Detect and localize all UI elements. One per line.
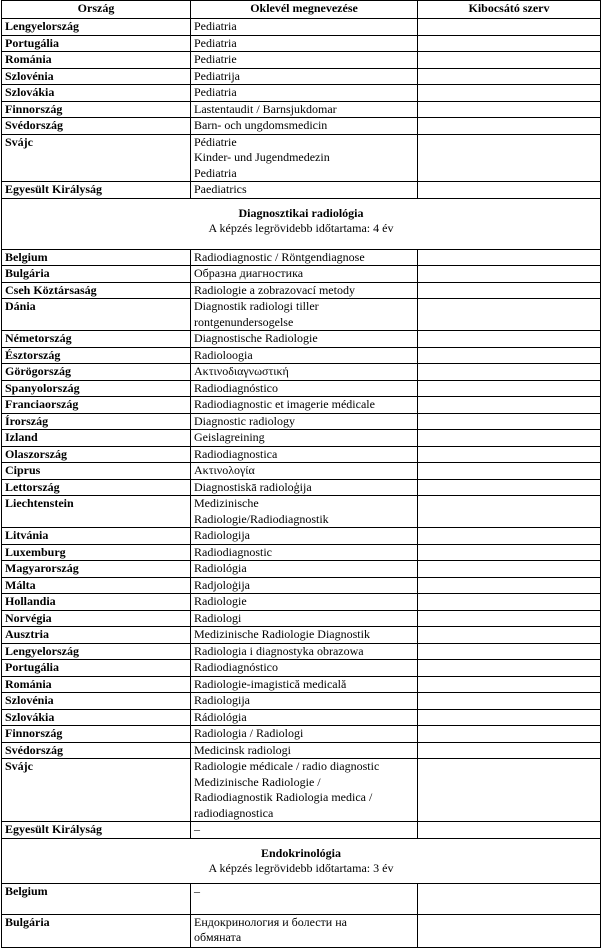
diploma-line: Pédiatrie — [194, 134, 237, 149]
diploma-column-header: Oklevél megnevezése — [191, 1, 418, 19]
diploma-line: Radiodiagnostic / Röntgendiagnose — [194, 249, 365, 264]
country-cell: Dánia — [2, 299, 191, 331]
diploma-cell — [191, 594, 418, 611]
issuer-cell — [418, 528, 601, 545]
diploma-line: Paediatrics — [194, 182, 247, 196]
issuer-cell — [418, 610, 601, 627]
diploma-cell — [191, 68, 418, 85]
table-row — [2, 118, 601, 135]
diploma-line: Pediatrie — [194, 52, 237, 66]
diploma-cell — [191, 660, 418, 677]
table-row — [2, 883, 601, 914]
table-row — [2, 101, 601, 118]
diploma-line: – — [194, 883, 200, 898]
issuer-cell — [418, 266, 601, 283]
diploma-line: Образна диагностика — [194, 266, 304, 280]
country-cell: Szlovénia — [2, 68, 191, 85]
diploma-line: Pediatria — [194, 165, 237, 180]
issuer-cell — [418, 561, 601, 578]
diploma-line: Pediatria — [194, 85, 237, 99]
diploma-cell — [191, 299, 418, 331]
country-cell: Szlovákia — [2, 85, 191, 102]
diploma-line: Radiodiagnóstico — [194, 660, 278, 674]
radiology-rows — [2, 249, 601, 838]
issuer-cell — [418, 397, 601, 414]
country-cell: Románia — [2, 676, 191, 693]
section-duration: A képzés legrövidebb időtartama: 3 év — [208, 861, 394, 875]
diploma-line: Kinder- und Jugendmedezin — [194, 150, 330, 164]
diploma-cell — [191, 134, 418, 182]
table-row — [2, 347, 601, 364]
diploma-cell — [191, 101, 418, 118]
diploma-cell — [191, 709, 418, 726]
diploma-cell — [191, 19, 418, 36]
table-row — [2, 266, 601, 283]
issuer-cell — [418, 68, 601, 85]
table-row — [2, 364, 601, 381]
table-row — [2, 446, 601, 463]
table-row — [2, 726, 601, 743]
diploma-cell — [191, 347, 418, 364]
diploma-cell — [191, 118, 418, 135]
issuer-cell — [418, 479, 601, 496]
diploma-line: Radiologie a zobrazovací metody — [194, 282, 355, 297]
table-row — [2, 660, 601, 677]
issuer-cell — [418, 380, 601, 397]
country-cell: Szlovákia — [2, 709, 191, 726]
country-cell: Luxemburg — [2, 544, 191, 561]
diploma-line: Radiodiagnostic — [194, 544, 272, 559]
issuer-cell — [418, 134, 601, 182]
table-row — [2, 85, 601, 102]
diploma-cell — [191, 693, 418, 710]
section-duration: A képzés legrövidebb időtartama: 4 év — [208, 221, 394, 235]
country-cell: Észtország — [2, 347, 191, 364]
diploma-line: Radiologie — [194, 594, 247, 608]
issuer-cell — [418, 709, 601, 726]
table-row — [2, 479, 601, 496]
issuer-cell — [418, 676, 601, 693]
country-cell: Egyesült Királyság — [2, 822, 191, 839]
table-row — [2, 693, 601, 710]
table-row — [2, 182, 601, 199]
country-column-header: Ország — [2, 1, 191, 19]
diploma-line: Radioloogia — [194, 347, 253, 362]
diploma-line: Ендокринология и болести на — [194, 914, 347, 929]
issuer-cell — [418, 726, 601, 743]
section-title: Endokrinológia — [260, 845, 342, 860]
country-cell: Lettország — [2, 479, 191, 496]
table-row — [2, 463, 601, 480]
table-row — [2, 299, 601, 331]
diploma-line: Radiologija — [194, 528, 250, 542]
diploma-cell — [191, 397, 418, 414]
diploma-cell — [191, 883, 418, 914]
diploma-cell — [191, 822, 418, 839]
issuer-column-header: Kibocsátó szerv — [418, 1, 601, 19]
table-row — [2, 397, 601, 414]
issuer-cell — [418, 118, 601, 135]
country-cell: Németország — [2, 331, 191, 348]
country-cell: Portugália — [2, 660, 191, 677]
diploma-cell — [191, 914, 418, 947]
diploma-line: Geislagreining — [194, 430, 265, 444]
country-cell: Málta — [2, 577, 191, 594]
issuer-cell — [418, 364, 601, 381]
diploma-line: Radiologie médicale / radio diagnostic — [194, 759, 380, 773]
issuer-cell — [418, 544, 601, 561]
country-cell: Belgium — [2, 249, 191, 266]
diploma-cell — [191, 266, 418, 283]
country-cell: Franciaország — [2, 397, 191, 414]
diploma-line: Pediatria — [194, 19, 237, 33]
country-cell: Lengyelország — [2, 643, 191, 660]
table-row — [2, 610, 601, 627]
issuer-cell — [418, 693, 601, 710]
diploma-cell — [191, 249, 418, 266]
table-row — [2, 643, 601, 660]
country-cell: Spanyolország — [2, 380, 191, 397]
diploma-cell — [191, 544, 418, 561]
issuer-cell — [418, 883, 601, 914]
country-cell: Svájc — [2, 759, 191, 822]
diploma-line: Medizinische Radiologie Diagnostik — [194, 627, 370, 641]
issuer-cell — [418, 446, 601, 463]
issuer-cell — [418, 413, 601, 430]
diploma-cell — [191, 282, 418, 299]
table-row — [2, 544, 601, 561]
diploma-cell — [191, 577, 418, 594]
table-row — [2, 249, 601, 266]
table-row — [2, 413, 601, 430]
diploma-line: Radiológia — [194, 561, 247, 575]
issuer-cell — [418, 35, 601, 52]
diploma-line: Medizinische — [194, 496, 259, 510]
diploma-line: Ακτινοδιαγνωστική — [194, 364, 289, 378]
diploma-line: Medizinische Radiologie / — [194, 774, 321, 789]
diploma-line: Pediatria — [194, 35, 237, 50]
table-row — [2, 676, 601, 693]
issuer-cell — [418, 299, 601, 331]
country-cell: Izland — [2, 430, 191, 447]
diploma-line: Rádiológia — [194, 709, 247, 724]
country-cell: Finnország — [2, 101, 191, 118]
country-cell: Írország — [2, 413, 191, 430]
table-row — [2, 331, 601, 348]
section-header-row — [2, 838, 601, 883]
issuer-cell — [418, 742, 601, 759]
diploma-cell — [191, 496, 418, 528]
table-row — [2, 282, 601, 299]
diploma-cell — [191, 726, 418, 743]
issuer-cell — [418, 430, 601, 447]
issuer-cell — [418, 101, 601, 118]
table-row — [2, 822, 601, 839]
diploma-cell — [191, 380, 418, 397]
endocrinology-section — [2, 838, 601, 883]
diploma-line: Radiodiagnostik Radiologia medica / — [194, 790, 373, 804]
table-row — [2, 430, 601, 447]
diploma-cell — [191, 413, 418, 430]
header-row — [2, 1, 601, 19]
country-cell: Litvánia — [2, 528, 191, 545]
diploma-cell — [191, 643, 418, 660]
country-cell: Portugália — [2, 35, 191, 52]
diploma-line: Ακτινολογία — [194, 463, 255, 477]
table-row — [2, 528, 601, 545]
diploma-cell — [191, 52, 418, 69]
issuer-cell — [418, 52, 601, 69]
table-row — [2, 759, 601, 822]
table-row — [2, 496, 601, 528]
endocrinology-rows — [2, 883, 601, 947]
table-row — [2, 19, 601, 36]
diploma-cell — [191, 528, 418, 545]
table-row — [2, 52, 601, 69]
issuer-cell — [418, 347, 601, 364]
diploma-cell — [191, 610, 418, 627]
diploma-cell — [191, 430, 418, 447]
country-cell: Hollandia — [2, 594, 191, 611]
table-row — [2, 577, 601, 594]
table-row — [2, 380, 601, 397]
country-cell: Olaszország — [2, 446, 191, 463]
diploma-cell — [191, 479, 418, 496]
table-row — [2, 627, 601, 644]
issuer-cell — [418, 643, 601, 660]
country-cell: Bulgária — [2, 914, 191, 947]
diploma-table — [1, 0, 601, 948]
country-cell: Egyesült Királyság — [2, 182, 191, 199]
diploma-line: Radiodiagnóstico — [194, 380, 278, 395]
diploma-line: Diagnostic radiology — [194, 413, 295, 428]
issuer-cell — [418, 496, 601, 528]
country-cell: Svédország — [2, 742, 191, 759]
country-cell: Lengyelország — [2, 19, 191, 36]
issuer-cell — [418, 594, 601, 611]
issuer-cell — [418, 249, 601, 266]
country-cell: Ausztria — [2, 627, 191, 644]
diploma-line: Diagnostische Radiologie — [194, 331, 318, 345]
diploma-cell — [191, 742, 418, 759]
diploma-cell — [191, 759, 418, 822]
diploma-line: radiodiagnostica — [194, 805, 274, 820]
issuer-cell — [418, 822, 601, 839]
country-cell: Szlovénia — [2, 693, 191, 710]
issuer-cell — [418, 463, 601, 480]
diploma-line: rontgenundersogelse — [194, 314, 294, 329]
diploma-cell — [191, 85, 418, 102]
pediatrics-rows — [2, 19, 601, 199]
diploma-line: Lastentaudit / Barnsjukdomar — [194, 101, 337, 116]
country-cell: Görögország — [2, 364, 191, 381]
diploma-line: Diagnostiskā radioloģija — [194, 479, 312, 494]
diploma-cell — [191, 364, 418, 381]
diploma-line: Radiologie/Radiodiagnostik — [194, 511, 329, 526]
table-row — [2, 134, 601, 182]
diploma-line: Radiologia / Radiologi — [194, 726, 304, 740]
country-cell: Belgium — [2, 883, 191, 914]
country-cell: Svájc — [2, 134, 191, 182]
issuer-cell — [418, 19, 601, 36]
section-header-endocrinology — [2, 838, 601, 883]
diploma-line: Medicinsk radiologi — [194, 742, 291, 757]
table-row — [2, 742, 601, 759]
diploma-cell — [191, 446, 418, 463]
issuer-cell — [418, 282, 601, 299]
diploma-cell — [191, 182, 418, 199]
diploma-line: Radjoloġija — [194, 577, 250, 592]
radiology-section — [2, 198, 601, 249]
table-row — [2, 561, 601, 578]
diploma-line: Radiologie-imagistică medicală — [194, 676, 347, 691]
table-row — [2, 914, 601, 947]
issuer-cell — [418, 660, 601, 677]
diploma-line: Pediatrija — [194, 68, 240, 83]
section-title: Diagnosztikai radiológia — [238, 205, 364, 220]
section-header-radiology — [2, 198, 601, 249]
diploma-line: Radiodiagnostic et imagerie médicale — [194, 397, 375, 411]
diploma-cell — [191, 35, 418, 52]
country-cell: Románia — [2, 52, 191, 69]
country-cell: Cseh Köztársaság — [2, 282, 191, 299]
diploma-line: Radiologija — [194, 693, 250, 707]
diploma-line: – — [194, 822, 200, 836]
issuer-cell — [418, 759, 601, 822]
country-cell: Finnország — [2, 726, 191, 743]
country-cell: Liechtenstein — [2, 496, 191, 528]
table-row — [2, 68, 601, 85]
diploma-line: Radiologia i diagnostyka obrazowa — [194, 643, 364, 658]
country-cell: Ciprus — [2, 463, 191, 480]
section-header-row — [2, 198, 601, 249]
diploma-line: обмяната — [194, 930, 242, 944]
diploma-line: Radiologi — [194, 610, 242, 625]
diploma-cell — [191, 463, 418, 480]
issuer-cell — [418, 182, 601, 199]
diploma-line: Barn- och ungdomsmedicin — [194, 118, 328, 132]
country-cell: Norvégia — [2, 610, 191, 627]
issuer-cell — [418, 85, 601, 102]
table-row — [2, 594, 601, 611]
diploma-cell — [191, 331, 418, 348]
country-cell: Magyarország — [2, 561, 191, 578]
issuer-cell — [418, 914, 601, 947]
diploma-cell — [191, 676, 418, 693]
table-row — [2, 709, 601, 726]
diploma-line: Diagnostik radiologi tiller — [194, 299, 319, 313]
issuer-cell — [418, 627, 601, 644]
diploma-cell — [191, 627, 418, 644]
issuer-cell — [418, 577, 601, 594]
diploma-line: Radiodiagnostica — [194, 446, 278, 461]
country-cell: Bulgária — [2, 266, 191, 283]
table-row — [2, 35, 601, 52]
country-cell: Svédország — [2, 118, 191, 135]
issuer-cell — [418, 331, 601, 348]
diploma-cell — [191, 561, 418, 578]
